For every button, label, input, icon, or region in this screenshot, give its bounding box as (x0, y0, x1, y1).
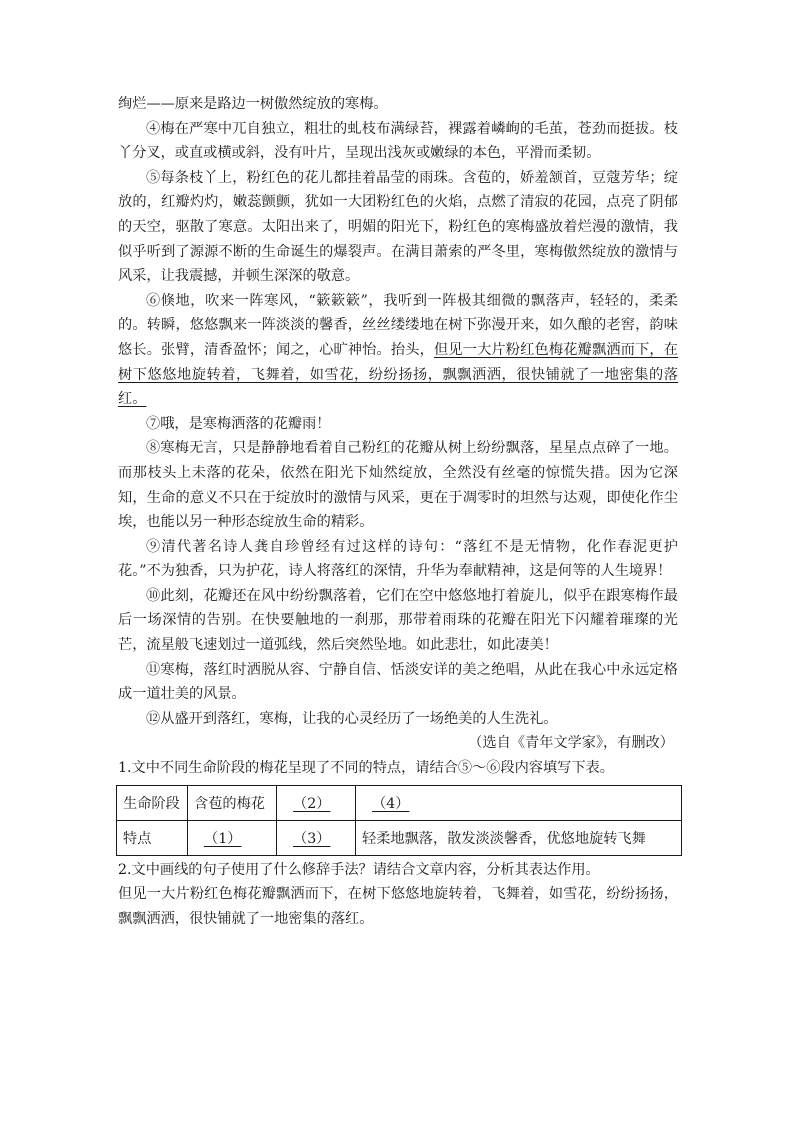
table-row (117, 785, 682, 820)
paragraph-7: ⑦哦，是寒梅洒落的花瓣雨！ (146, 415, 331, 432)
paragraph-6-text: ⑥倏地，吹来一阵寒风，“簌簌簌”，我听到一阵极其细微的飘落声，轻轻的，柔柔的。转瞬，悠悠飘来一阵淡淡的馨香，丝丝缕缕地在树下弥漫开来，如久酿的老窖，韵味悠长。张臂，清香盈怀；闻之，心旷神怡。抬头， (118, 292, 678, 358)
question-2-quote: 但见一大片粉红色梅花瓣飘洒而下，在树下悠悠地旋转着，飞舞着，如雪花，纷纷扬扬，飘飘洒洒，很快铺就了一地密集的落红。 (118, 886, 678, 927)
paragraph-4: ④梅在严寒中兀自独立，粗壮的虬枝布满绿苔，裸露着嶙峋的毛茧，苍劲而挺拔。枝丫分叉，或直或横或斜，没有叶片，呈现出浅灰或嫩绿的本色，平滑而柔韧。 (118, 120, 678, 162)
paragraph-10: ⑩此刻，花瓣还在风中纷纷飘落着，它们在空中悠悠地打着旋儿，似乎在跟寒梅作最后一场深情的告别。在快要触地的一刹那，那带着雨珠的花瓣在阳光下闪耀着璀璨的光芒，流星般飞速划过一道弧线，然后突然坠地。如此悲壮，如此凄美！ (118, 587, 678, 654)
paragraph-11: ⑪寒梅，落红时洒脱从容、宁静自信、恬淡安详的美之绝唱，从此在我心中永远定格成一道壮美的风景。 (118, 661, 678, 703)
source-citation: （选自《青年文学家》，有删改） (468, 735, 674, 752)
question-2: 2.文中画线的句子使用了什么修辞手法？请结合文章内容，分析其表达作用。 (118, 861, 600, 878)
paragraph-9: ⑨清代著名诗人龚自珍曾经有过这样的诗句：“落红不是无情物，化作春泥更护花。”不为独香，只为护花，诗人将落红的深情，升华为奉献精神，这是何等的人生境界！ (118, 538, 678, 580)
paragraph-5: ⑤每条枝丫上，粉红色的花儿都挂着晶莹的雨珠。含苞的，娇羞颔首，豆蔻芳华；绽放的，红瓣灼灼，嫩蕊颤颤，犹如一大团粉红色的火焰，点燃了清寂的花园，点亮了阴郁的天空，驱散了寒意。太阳出来了，明媚的阳光下，粉红色的寒梅盛放着烂漫的激情，我似乎听到了源源不断的生命诞生的爆裂声。在满目萧索的严冬里，寒梅傲然绽放的激情与风采，让我震撼，并顿生深深的敬意。 (118, 169, 678, 285)
blank-2: （2） (293, 795, 331, 812)
table-cell-blank-1 (188, 820, 277, 855)
document-body (118, 92, 678, 931)
table-cell-blank-2 (277, 785, 356, 820)
underlined-sentence: 但见一大片粉红色梅花瓣飘洒而下，在树下悠悠地旋转着，飞舞着，如雪花，纷纷扬扬，飘飘洒洒，很快铺就了一地密集的落红。 (118, 341, 678, 408)
table-row (117, 820, 682, 855)
table-cell-blank-3 (277, 820, 356, 855)
table-cell-falling: 轻柔地飘落，散发淡淡馨香，优悠地旋转飞舞 (356, 820, 682, 855)
question-1: 1.文中不同生命阶段的梅花呈现了不同的特点，请结合⑤～⑥段内容填写下表。 (118, 760, 614, 777)
paragraph-8: ⑧寒梅无言，只是静静地看着自己粉红的花瓣从树上纷纷飘落，星星点点碎了一地。而那枝头上未落的花朵，依然在阳光下灿然绽放，全然没有丝毫的惊慌失措。因为它深知，生命的意义不只在于绽放时的激情与风采，更在于凋零时的坦然与达观，即使化作尘埃，也能以另一种形态绽放生命的精彩。 (118, 440, 678, 531)
paragraph-3-end: 绚烂——原来是路边一树傲然绽放的寒梅。 (118, 96, 388, 112)
table-cell-stage-header: 生命阶段 (117, 785, 188, 820)
blank-1: （1） (204, 830, 242, 847)
paragraph-12: ⑫从盛开到落红，寒梅，让我的心灵经历了一场绝美的人生洗礼。 (146, 710, 558, 727)
paragraph-6 (118, 289, 678, 412)
table-cell-bud: 含苞的梅花 (188, 785, 277, 820)
answer-table (116, 785, 682, 856)
blank-3: （3） (293, 830, 331, 847)
table-cell-blank-4 (356, 785, 682, 820)
blank-4: （4） (372, 795, 410, 812)
table-cell-feature-header: 特点 (117, 820, 188, 855)
